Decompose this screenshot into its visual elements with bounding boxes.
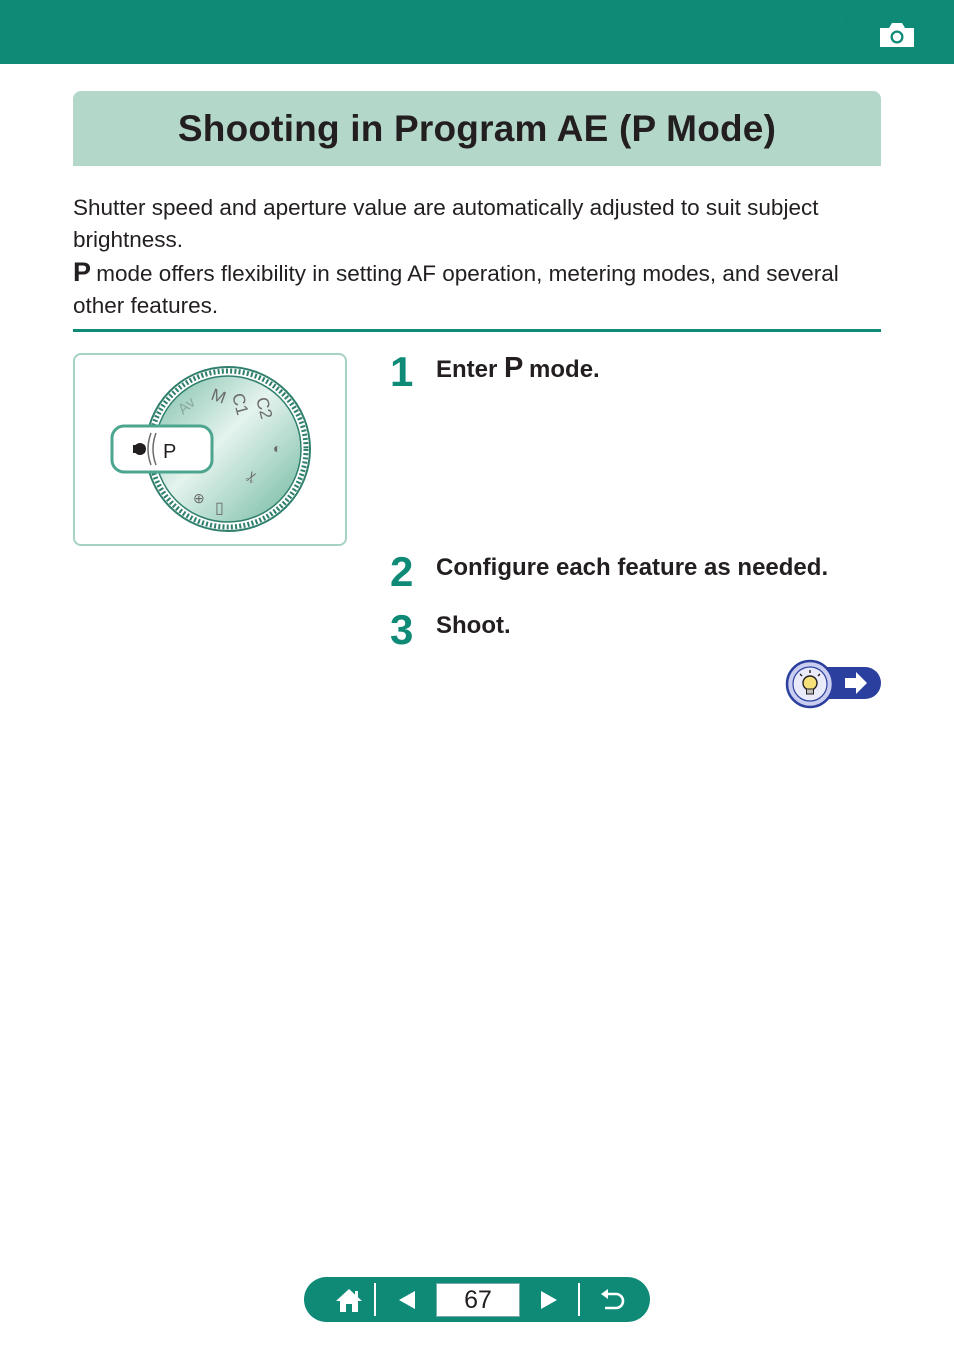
step-3 — [390, 606, 511, 653]
svg-text:✂: ✂ — [241, 467, 263, 487]
lightbulb-arrow-icon[interactable] — [785, 659, 882, 709]
home-button[interactable] — [324, 1277, 374, 1322]
prev-page-button[interactable] — [384, 1277, 429, 1322]
bottom-navigation — [304, 1277, 650, 1322]
step-3-number: 3 — [390, 606, 414, 653]
intro-text — [73, 192, 883, 322]
dial-selected-mode: P — [163, 441, 177, 463]
step-1-text — [436, 352, 600, 386]
intro-line-2-text: mode offers flexibility in setting AF operation, metering modes, and several other features. — [73, 261, 839, 318]
header-bar-shape — [0, 0, 954, 64]
nav-divider — [578, 1283, 580, 1316]
mode-dial-illustration — [75, 355, 345, 544]
home-icon — [335, 1287, 363, 1313]
step-3-text: Shoot. — [436, 612, 511, 639]
step-1 — [390, 348, 600, 395]
svg-text:◐: ◐ — [273, 440, 282, 456]
svg-text:Av: Av — [174, 393, 199, 419]
next-page-button[interactable] — [526, 1277, 571, 1322]
return-button[interactable] — [588, 1277, 638, 1322]
step-1-text-after: mode. — [522, 356, 600, 383]
prev-page-icon — [397, 1290, 417, 1310]
p-mode-symbol-step: P — [504, 352, 523, 384]
page-title: Shooting in Program AE (P Mode) — [177, 107, 777, 149]
camera-icon[interactable] — [877, 20, 917, 50]
intro-line-2 — [73, 256, 883, 322]
svg-text:C2: C2 — [252, 395, 277, 422]
mode-dial-figure — [73, 353, 347, 546]
return-icon — [599, 1288, 627, 1312]
step-2-number: 2 — [390, 548, 414, 595]
step-1-text-before: Enter — [436, 356, 505, 383]
step-2-text: Configure each feature as needed. — [436, 554, 829, 581]
page-number: 67 — [436, 1283, 520, 1317]
step-2 — [390, 548, 829, 595]
section-divider — [73, 329, 881, 332]
svg-text:⊕: ⊕ — [193, 490, 205, 506]
svg-text:▯: ▯ — [215, 500, 224, 517]
p-mode-symbol: P — [73, 257, 91, 287]
step-1-number: 1 — [390, 348, 414, 395]
intro-line-1: Shutter speed and aperture value are automatically adjusted to suit subject brightness. — [73, 195, 819, 252]
nav-divider — [374, 1283, 376, 1316]
svg-text:C1: C1 — [228, 391, 253, 418]
svg-text:M: M — [208, 384, 229, 408]
page-title-box — [73, 91, 881, 166]
next-page-icon — [539, 1290, 559, 1310]
header-bar — [0, 0, 954, 64]
